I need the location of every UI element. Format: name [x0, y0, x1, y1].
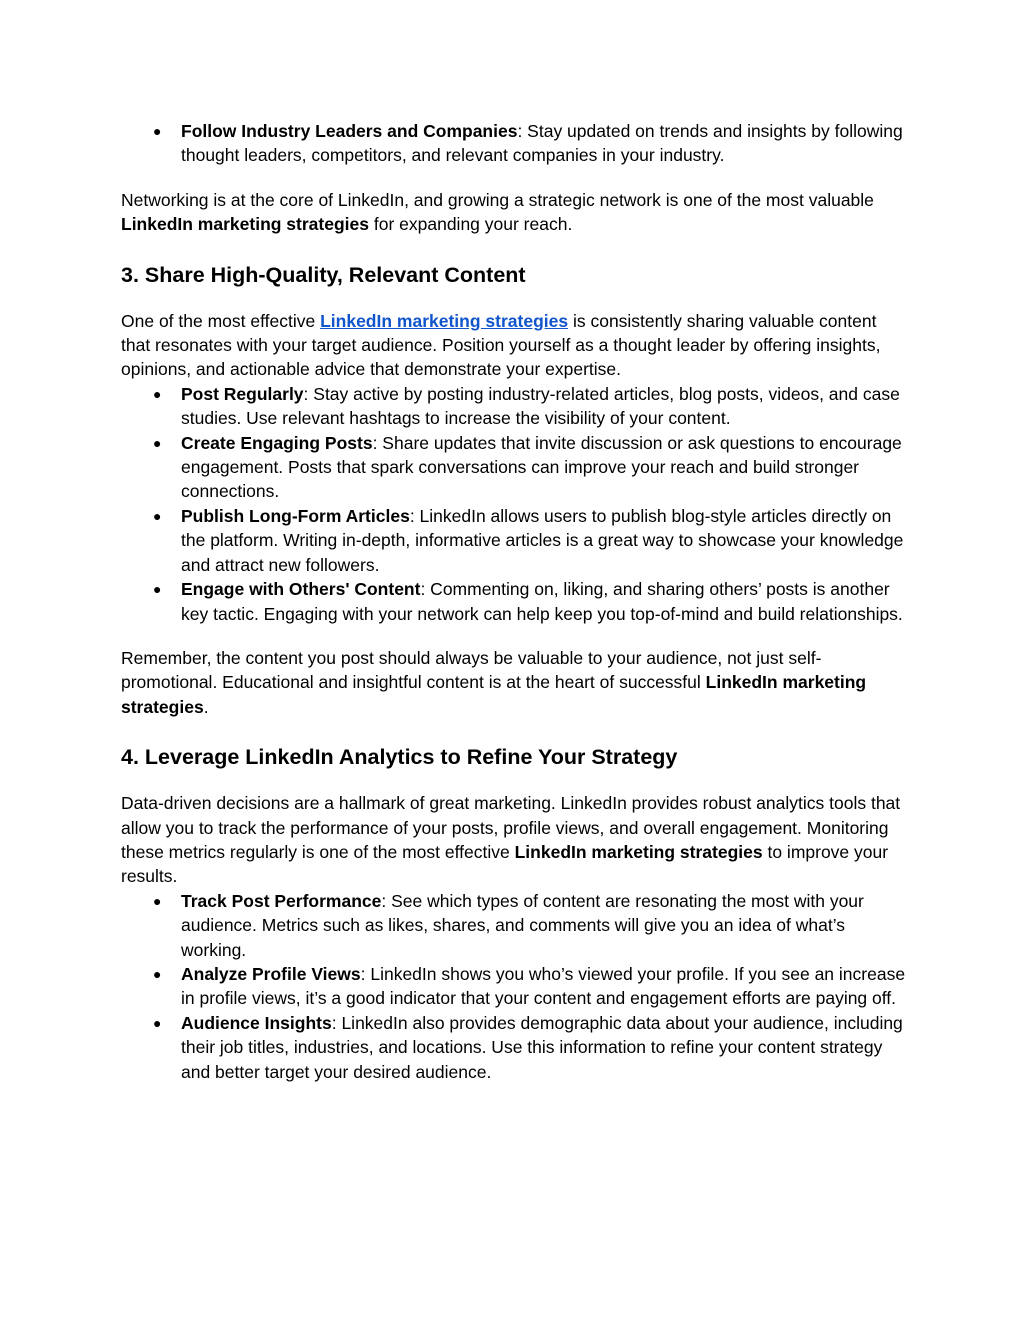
- list-item: [121, 382, 910, 431]
- bullet-icon: ●: [153, 123, 162, 139]
- bullet-icon: ●: [153, 581, 162, 598]
- bullet-list-networking: [121, 119, 910, 168]
- paragraph-text: Networking is at the core of LinkedIn, and growing a strategic network is one of the most valuable: [121, 189, 874, 210]
- list-item: [121, 889, 910, 962]
- bullet-icon: ●: [153, 965, 162, 982]
- paragraph-bold: LinkedIn marketing strategies: [514, 841, 763, 862]
- bullet-icon: ●: [153, 1014, 162, 1031]
- bullet-icon: ●: [153, 385, 162, 402]
- list-item-title: Analyze Profile Views: [181, 963, 361, 984]
- list-item: [121, 119, 910, 168]
- linkedin-marketing-strategies-link[interactable]: LinkedIn marketing strategies: [320, 310, 569, 331]
- bullet-icon: ●: [153, 507, 162, 524]
- bullet-list-content: [121, 382, 910, 626]
- paragraph-analytics-intro: [121, 791, 910, 889]
- paragraph-text: for expanding your reach.: [369, 214, 573, 235]
- bullet-list-analytics: [121, 889, 910, 1084]
- list-item: [121, 504, 910, 577]
- paragraph-text: .: [203, 696, 209, 717]
- paragraph-content-intro: [121, 309, 910, 382]
- paragraph-bold: LinkedIn marketing strategies: [121, 214, 369, 235]
- list-item: [121, 962, 910, 1011]
- list-item-text: : LinkedIn also provides demographic data about your audience, including their job titles, industries, and locations. Use this information to refine your content strategy and better target your desired audience.: [181, 1012, 903, 1082]
- list-item-text: : Stay updated on trends and insights by following thought leaders, competitors, and relevant companies in your industry.: [181, 121, 903, 166]
- list-item-title: Create Engaging Posts: [181, 432, 373, 453]
- paragraph-text: to improve your results.: [121, 841, 889, 887]
- list-item-title: Publish Long-Form Articles: [181, 505, 410, 526]
- section-heading-4: 4. Leverage LinkedIn Analytics to Refine Your Strategy: [121, 745, 678, 770]
- list-item-title: Audience Insights: [181, 1012, 332, 1033]
- paragraph-text: Remember, the content you post should always be valuable to your audience, not just self-promotional. Educational and insightful content is at the heart of successful: [121, 647, 822, 693]
- list-item-text: : LinkedIn allows users to publish blog-style articles directly on the platform. Writing in-depth, informative articles is a great way to showcase your knowledge and attract new followers.: [181, 505, 904, 575]
- list-item-text: : LinkedIn shows you who’s viewed your profile. If you see an increase in profile views, it’s a good indicator that your content and engagement efforts are paying off.: [181, 963, 906, 1009]
- paragraph-text: is consistently sharing valuable content that resonates with your target audience. Position yourself as a thought leader by offering insights, opinions, and actionable advice that demonstrate your expertise.: [121, 310, 881, 380]
- list-item-title: Follow Industry Leaders and Companies: [181, 121, 518, 141]
- paragraph-content-summary: [121, 646, 910, 719]
- bullet-icon: ●: [153, 892, 162, 909]
- list-item: [121, 1011, 910, 1084]
- list-item-text: : See which types of content are resonating the most with your audience. Metrics such as likes, shares, and comments will give you an idea of what’s working.: [181, 890, 864, 960]
- list-item-text: : Stay active by posting industry-related articles, blog posts, videos, and case studies. Use relevant hashtags to increase the visibility of your content.: [181, 383, 900, 429]
- list-item-text: : Commenting on, liking, and sharing others’ posts is another key tactic. Engaging with your network can help keep you top-of-mind and build relationships.: [181, 579, 903, 624]
- paragraph-networking: [121, 188, 910, 237]
- list-item-title: Post Regularly: [181, 383, 304, 404]
- paragraph-text: Data-driven decisions are a hallmark of great marketing. LinkedIn provides robust analytics tools that allow you to track the performance of your posts, profile views, and overall engagement. Monitoring these metrics regularly is one of the most effective: [121, 793, 901, 862]
- paragraph-bold: LinkedIn marketing strategies: [121, 672, 867, 717]
- list-item-title: Engage with Others' Content: [181, 579, 421, 600]
- list-item-title: Track Post Performance: [181, 890, 382, 911]
- list-item-text: : Share updates that invite discussion or ask questions to encourage engagement. Posts that spark conversations can improve your reach and build stronger connections.: [181, 432, 902, 502]
- paragraph-text: One of the most effective: [121, 310, 321, 331]
- list-item: [121, 431, 910, 504]
- section-heading-3: 3. Share High-Quality, Relevant Content: [121, 262, 526, 287]
- bullet-icon: ●: [153, 434, 162, 451]
- list-item: [121, 577, 910, 626]
